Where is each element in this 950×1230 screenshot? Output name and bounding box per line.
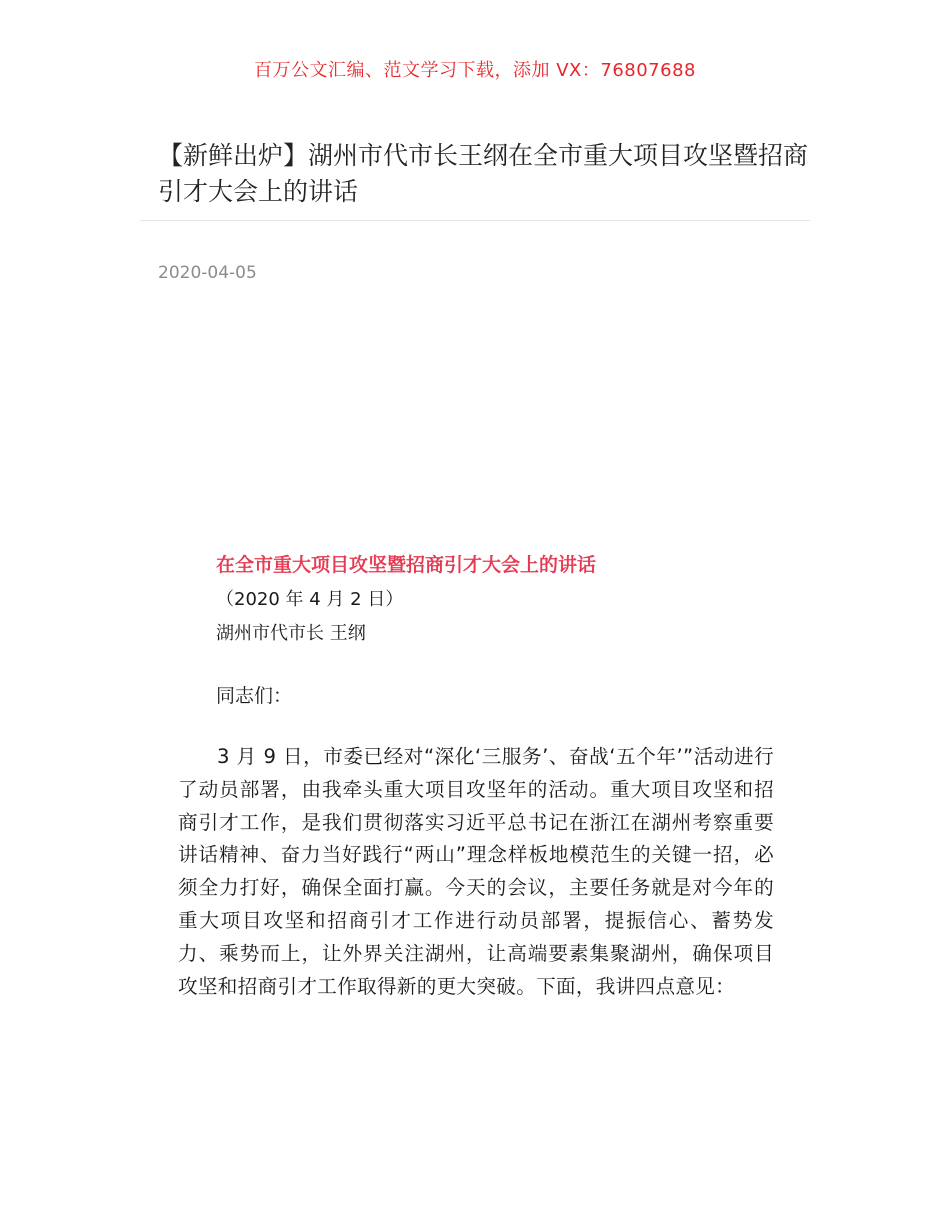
body-paragraph: 3 月 9 日，市委已经对“深化‘三服务’、奋战‘五个年’”活动进行了动员部署，由我牵头重大项目攻坚年的活动。重大项目攻坚和招商引才工作，是我们贯彻落实习近平总书记在浙江在湖州考察重要讲话精神、奋力当好践行“两山”理念样板地模范生的关键一招，必须全力打好，确保全面打赢。今天的会议，主要任务就是对今年的重大项目攻坚和招商引才工作进行动员部署，提振信心、蓄势发力、乘势而上，让外界关注湖州，让高端要素集聚湖州，确保项目攻坚和招商引才工作取得新的更大突破。下面，我讲四点意见：: [178, 745, 774, 998]
salutation: 同志们：: [216, 685, 293, 707]
speech-date: （2020 年 4 月 2 日）: [216, 589, 404, 610]
promo-banner: 百万公文汇编、范文学习下载，添加 VX：76807688: [254, 60, 696, 81]
speech-title: 在全市重大项目攻坚暨招商引才大会上的讲话: [216, 554, 597, 576]
article-title: 【新鲜出炉】湖州市代市长王纲在全市重大项目攻坚暨招商引才大会上的讲话: [158, 141, 809, 206]
title-divider: [140, 220, 810, 221]
speaker-line: 湖州市代市长 王纲: [216, 623, 366, 644]
publish-date: 2020-04-05: [158, 263, 257, 283]
